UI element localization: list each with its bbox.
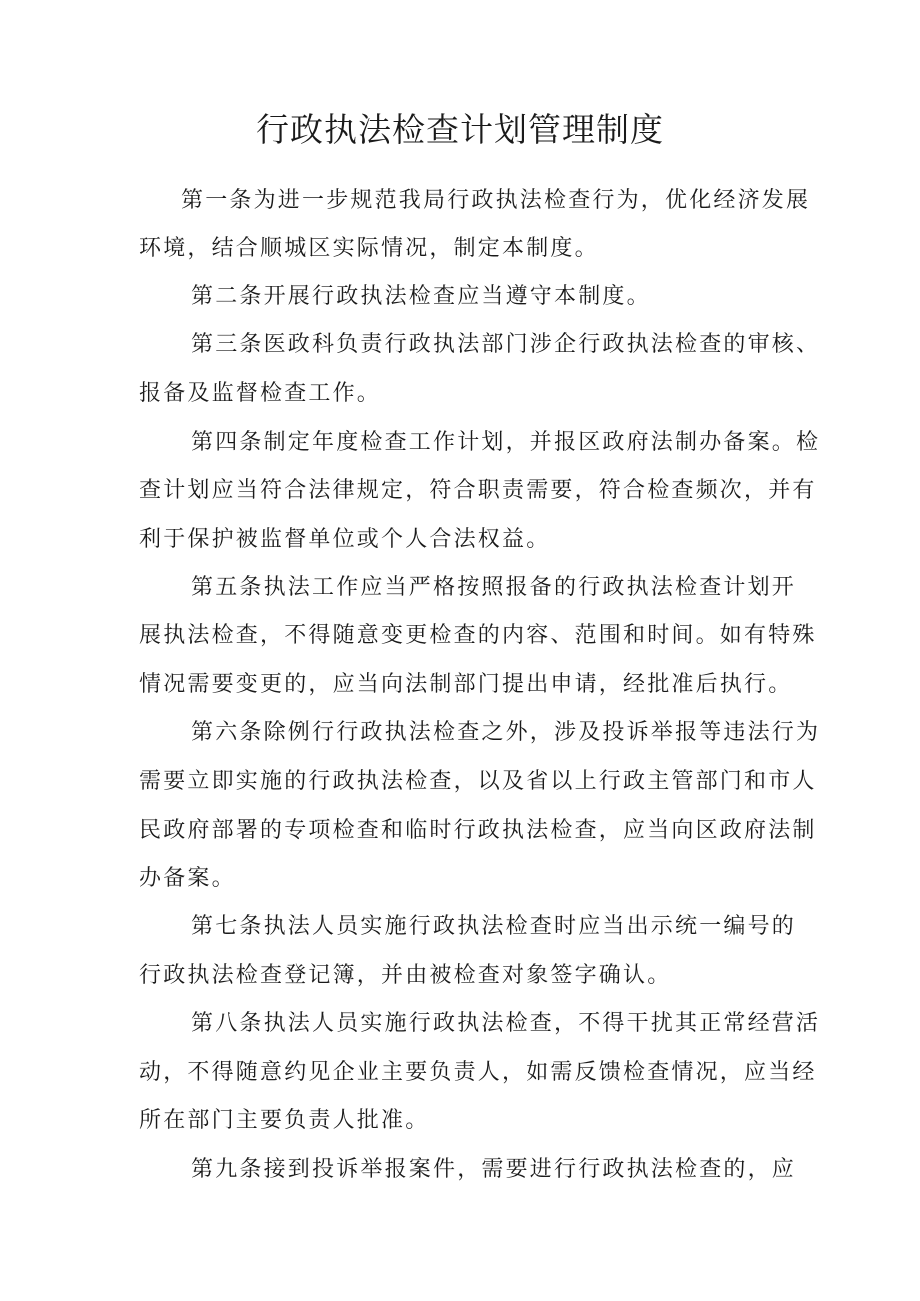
text-line: 动，不得随意约见企业主要负责人，如需反馈检查情况，应当经	[139, 1060, 817, 1085]
text-line: 第八条执法人员实施行政执法检查，不得干扰其正常经营活	[191, 1011, 821, 1036]
text-line: 行政执法检查登记簿，并由被检查对象签字确认。	[139, 963, 672, 988]
text-line: 办备案。	[139, 866, 236, 891]
text-line: 第九条接到投诉举报案件，需要进行行政执法检查的，应	[191, 1157, 797, 1182]
text-line: 第二条开展行政执法检查应当遵守本制度。	[191, 284, 651, 309]
text-line: 所在部门主要负责人批准。	[139, 1108, 430, 1133]
text-line: 报备及监督检查工作。	[139, 381, 382, 406]
document-title: 行政执法检查计划管理制度	[256, 110, 664, 149]
text-line: 第七条执法人员实施行政执法检查时应当出示统一编号的	[191, 914, 797, 939]
text-line: 查计划应当符合法律规定，符合职责需要，符合检查频次，并有	[139, 478, 817, 503]
text-line: 第五条执法工作应当严格按照报备的行政执法检查计划开	[191, 575, 797, 600]
text-line: 第一条为进一步规范我局行政执法检查行为，优化经济发展	[181, 188, 811, 213]
text-line: 第四条制定年度检查工作计划，并报区政府法制办备案。检	[191, 430, 821, 455]
text-line: 情况需要变更的，应当向法制部门提出申请，经批准后执行。	[139, 672, 793, 697]
text-line: 第三条医政科负责行政执法部门涉企行政执法检查的审核、	[191, 332, 821, 357]
text-line: 第六条除例行行政执法检查之外，涉及投诉举报等违法行为	[191, 720, 821, 745]
text-line: 环境，结合顺城区实际情况，制定本制度。	[139, 236, 599, 261]
text-line: 利于保护被监督单位或个人合法权益。	[139, 527, 551, 552]
text-line: 民政府部署的专项检查和临时行政执法检查，应当向区政府法制	[139, 818, 817, 843]
text-line: 需要立即实施的行政执法检查，以及省以上行政主管部门和市人	[139, 769, 817, 794]
text-line: 展执法检查，不得随意变更检查的内容、范围和时间。如有特殊	[139, 623, 817, 648]
